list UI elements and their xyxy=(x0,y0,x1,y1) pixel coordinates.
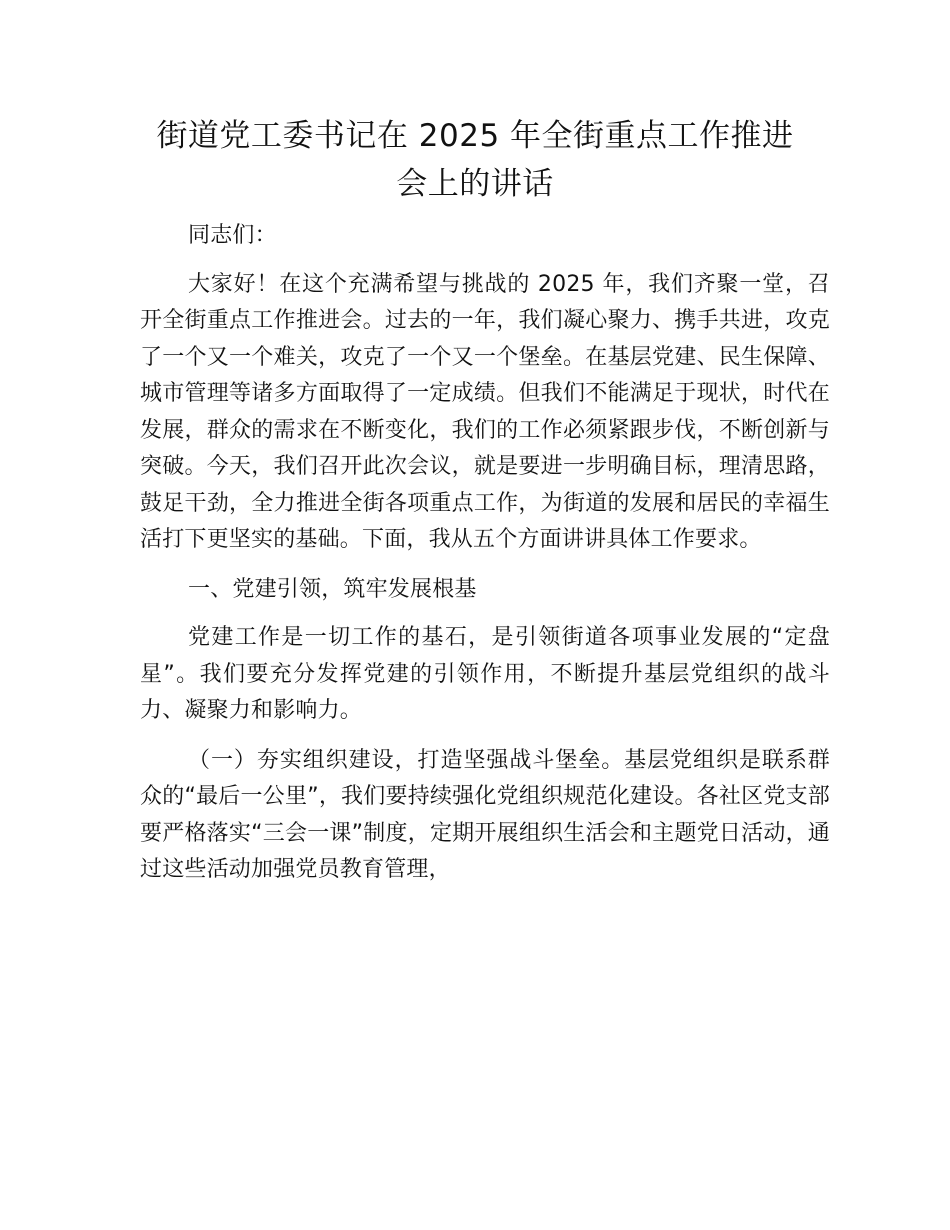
greeting: 同志们： xyxy=(188,223,277,248)
title-line-2: 会上的讲话 xyxy=(396,166,554,202)
document-body xyxy=(140,218,830,902)
document-title xyxy=(130,112,820,208)
paragraph-opening: 大家好！在这个充满希望与挑战的 2025 年，我们齐聚一堂，召开全街重点工作推进会。过去的一年，我们凝心聚力、携手共进，攻克了一个又一个难关，攻克了一个又一个堡垒。在基层党建、民生保障、城市管理等诸多方面取得了一定成绩。但我们不能满足于现状，时代在发展，群众的需求在不断变化，我们的工作必须紧跟步伐，不断创新与突破。今天，我们召开此次会议，就是要进一步明确目标，理清思路，鼓足干劲，全力推进全街各项重点工作，为街道的发展和居民的幸福生活打下更坚实的基础。下面，我从五个方面讲讲具体工作要求。 xyxy=(140,271,830,552)
paragraph-organization: （一）夯实组织建设，打造坚强战斗堡垒。基层党组织是联系群众的“最后一公里”，我们要持续强化党组织规范化建设。各社区党支部要严格落实“三会一课”制度，定期开展组织生活会和主题党日活动，通过这些活动加强党员教育管理， xyxy=(140,747,830,882)
section-heading-1: 一、党建引领，筑牢发展根基 xyxy=(188,576,477,602)
title-line-1: 街道党工委书记在 2025 年全街重点工作推进 xyxy=(156,118,794,154)
paragraph-party-building: 党建工作是一切工作的基石，是引领街道各项事业发展的“定盘星”。我们要充分发挥党建的引领作用，不断提升基层党组织的战斗力、凝聚力和影响力。 xyxy=(140,625,830,723)
